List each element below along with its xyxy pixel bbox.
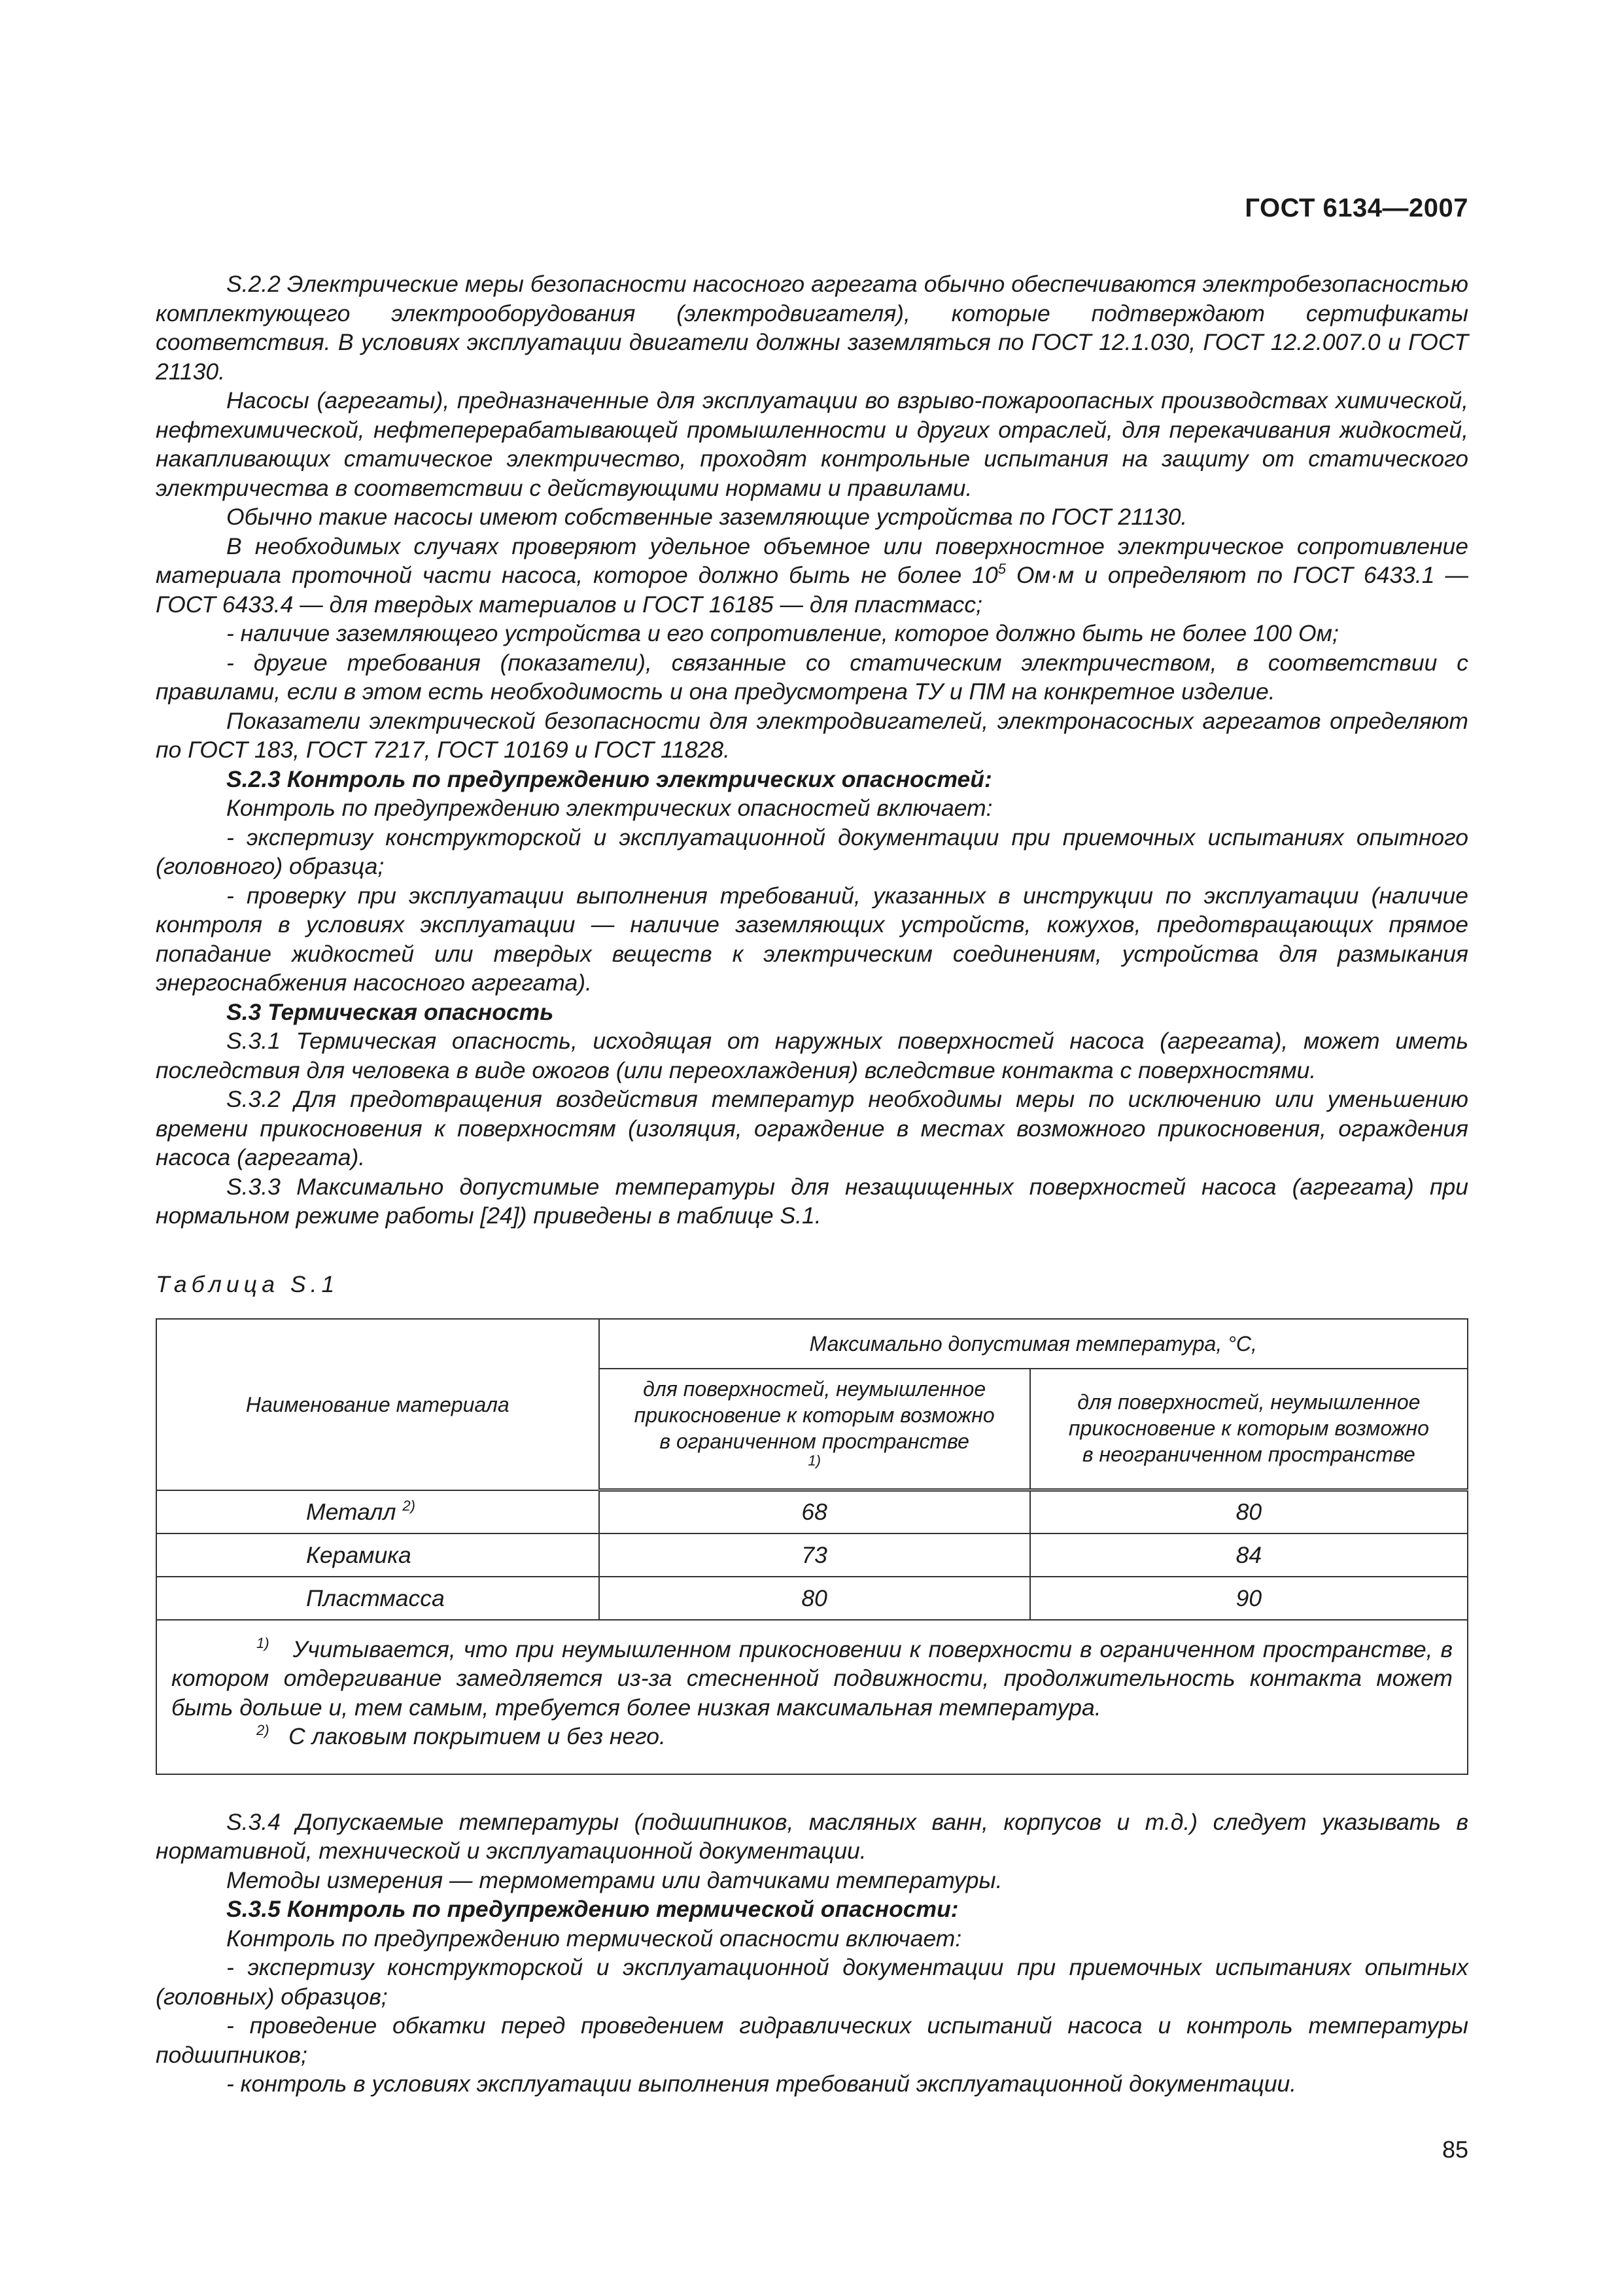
cell-material — [156, 1533, 599, 1577]
page-number: 85 — [1442, 2136, 1468, 2163]
footnote-2-text: С лаковым покрытием и без него. — [288, 1723, 666, 1749]
table-row — [156, 1533, 1468, 1577]
list-item-inspection: - проверку при эксплуатации выполнения требований, указанных в инструкции по эксплуатации (наличие контроля в условиях эксплуатации — наличие заземляющих устройств, кожухов, предотвращающих прямое попадание жидкостей или твердых веществ к электрическим соединениям, устройства для размыкания энергоснабжения насосного агрегата). — [156, 882, 1468, 996]
paragraph-grounding-devices: Обычно такие насосы имеют собственные заземляющие устройства по ГОСТ 21130. — [226, 504, 1188, 530]
list-item-grounding: - наличие заземляющего устройства и его сопротивление, которое должно быть не более 100 Ом; — [226, 620, 1339, 646]
header-limited-line-3 — [609, 1428, 1020, 1480]
paragraph-pumps-explosive: Насосы (агрегаты), предназначенные для эксплуатации во взрыво-пожароопасных производствах химической, нефтехимической, нефтеперерабатывающей промышленности и других отраслей, для перекачивания жидкостей, накапливающих статическое электричество, проходят контрольные испытания на защиту от статического электричества в соответствии с действующими нормами и правилами. — [156, 387, 1468, 501]
header-limited-line-2: прикосновение к которым возможно — [634, 1403, 995, 1427]
temperature-table — [156, 1318, 1468, 1775]
footnote-ref-2: 2) — [402, 1497, 415, 1514]
resistance-exponent: 5 — [997, 561, 1006, 577]
table-caption: Таблица S.1 — [156, 1270, 339, 1297]
material-name: Керамика — [306, 1541, 411, 1568]
table-row — [156, 1490, 1468, 1533]
list-item-expertise: - экспертизу конструкторской и эксплуатационной документации при приемочных испытаниях опытного (головного) образца; — [156, 824, 1468, 879]
footnote-ref-1: 1) — [808, 1452, 821, 1469]
paragraph-control-includes: Контроль по предупреждению электрических опасностей включает: — [226, 795, 993, 821]
cell-material — [156, 1490, 599, 1533]
paragraph-electrical-indicators: Показатели электрической безопасности для электродвигателей, электронасосных агрегатов определяют по ГОСТ 183, ГОСТ 7217, ГОСТ 10169 и ГОСТ 11828. — [156, 707, 1468, 763]
header-unlimited-line-3: в неограниченном пространстве — [1082, 1443, 1415, 1466]
header-limited-space — [599, 1369, 1030, 1490]
heading-s2-3: S.2.3 Контроль по предупреждению электрических опасностей: — [226, 765, 992, 792]
list-item-other-requirements: - другие требования (показатели), связанные со статическим электричеством, в соответствии с правилами, если в этом есть необходимость и она предусмотрена ТУ и ПМ на конкретное изделие. — [156, 649, 1468, 705]
material-name: Металл — [306, 1498, 396, 1525]
list-item-thermal-expertise: - экспертизу конструкторской и эксплуатационной документации при приемочных испытаниях опытных (головных) образцов; — [156, 1954, 1468, 2010]
header-unlimited-line-1: для поверхностей, неумышленное — [1077, 1390, 1421, 1414]
heading-s3-5: S.3.5 Контроль по предупреждению термической опасности: — [226, 1896, 959, 1922]
footnote-2-mark: 2) — [256, 1722, 269, 1738]
cell-unlimited: 84 — [1030, 1533, 1468, 1577]
paragraph-thermal-control-includes: Контроль по предупреждению термической опасности включает: — [226, 1925, 962, 1952]
footnote-1-text: Учитывается, что при неумышленном прикосновении к поверхности в ограниченном пространстве, в котором отдергивание замедляется из-за стесненной подвижности, продолжительность контакта может быть дольше и, тем самым, требуется более низкая максимальная температура. — [171, 1636, 1453, 1721]
paragraph-s3-4: S.3.4 Допускаемые температуры (подшипников, масляных ванн, корпусов и т.д.) следует указывать в нормативной, технической и эксплуатационной документации. — [156, 1808, 1468, 1864]
header-limited-line-1: для поверхностей, неумышленное — [643, 1377, 986, 1401]
table-row — [156, 1577, 1468, 1620]
paragraph-resistance-check — [156, 532, 1468, 620]
material-name: Пластмасса — [306, 1585, 445, 1611]
cell-limited: 73 — [599, 1533, 1030, 1577]
paragraph-measurement-methods: Методы измерения — термометрами или датчиками температуры. — [226, 1866, 1003, 1893]
document-header-title: ГОСТ 6134—2007 — [1245, 194, 1468, 222]
header-material: Наименование материала — [156, 1319, 599, 1490]
list-item-operation-control: - контроль в условиях эксплуатации выполнения требований эксплуатационной документации. — [226, 2071, 1297, 2097]
paragraph-s3-3: S.3.3 Максимально допустимые температуры для незащищенных поверхностей насоса (агрегата) при нормальном режиме работы [24]) приведены в таблице S.1. — [156, 1173, 1468, 1229]
footnote-1-mark: 1) — [256, 1634, 269, 1651]
cell-limited: 68 — [599, 1490, 1030, 1533]
cell-limited: 80 — [599, 1577, 1030, 1620]
footnote-2 — [171, 1722, 1453, 1751]
header-max-temperature: Максимально допустимая температура, °С, — [599, 1319, 1468, 1369]
cell-unlimited: 90 — [1030, 1577, 1468, 1620]
paragraph-s3-1: S.3.1 Термическая опасность, исходящая от наружных поверхностей насоса (агрегата), может иметь последствия для человека в виде ожогов (или переохлаждения) вследствие контакта с поверхностями. — [156, 1028, 1468, 1083]
footnote-1 — [171, 1635, 1453, 1723]
table-footnotes — [156, 1620, 1468, 1774]
page-body — [156, 270, 1468, 2099]
paragraph-s2-2: S.2.2 Электрические меры безопасности насосного агрегата обычно обеспечиваются электробезопасностью комплектующего электрооборудования (электродвигателя), которые подтверждают сертификаты соответствия. В условиях эксплуатации двигатели должны заземляться по ГОСТ 12.1.030, ГОСТ 12.2.007.0 и ГОСТ 21130. — [156, 271, 1468, 385]
header-limited-line-3-text: в ограниченном пространстве — [659, 1429, 969, 1453]
cell-unlimited: 80 — [1030, 1490, 1468, 1533]
header-unlimited-space — [1030, 1369, 1468, 1490]
paragraph-s3-2: S.3.2 Для предотвращения воздействия температур необходимы меры по исключению или уменьшению времени прикосновения к поверхностям (изоляция, ограждение в местах возможного прикосновения, ограждения насоса (агрегата). — [156, 1086, 1468, 1170]
cell-material — [156, 1577, 599, 1620]
header-unlimited-line-2: прикосновение к которым возможно — [1068, 1416, 1429, 1440]
list-item-run-in: - проведение обкатки перед проведением гидравлических испытаний насоса и контроль температуры подшипников; — [156, 2012, 1468, 2068]
resistance-text-start: В необходимых случаях проверяют удельное объемное или поверхностное электрическое сопротивление материала проточной части насоса, которое должно быть не более 10 — [156, 533, 1468, 588]
resistance-text-end: Ом·м и определяют по ГОСТ 6433.1 — ГОСТ 6433.4 — для твердых материалов и ГОСТ 16185 — для пластмасс; — [156, 562, 1468, 618]
heading-s3: S.3 Термическая опасность — [226, 998, 554, 1025]
